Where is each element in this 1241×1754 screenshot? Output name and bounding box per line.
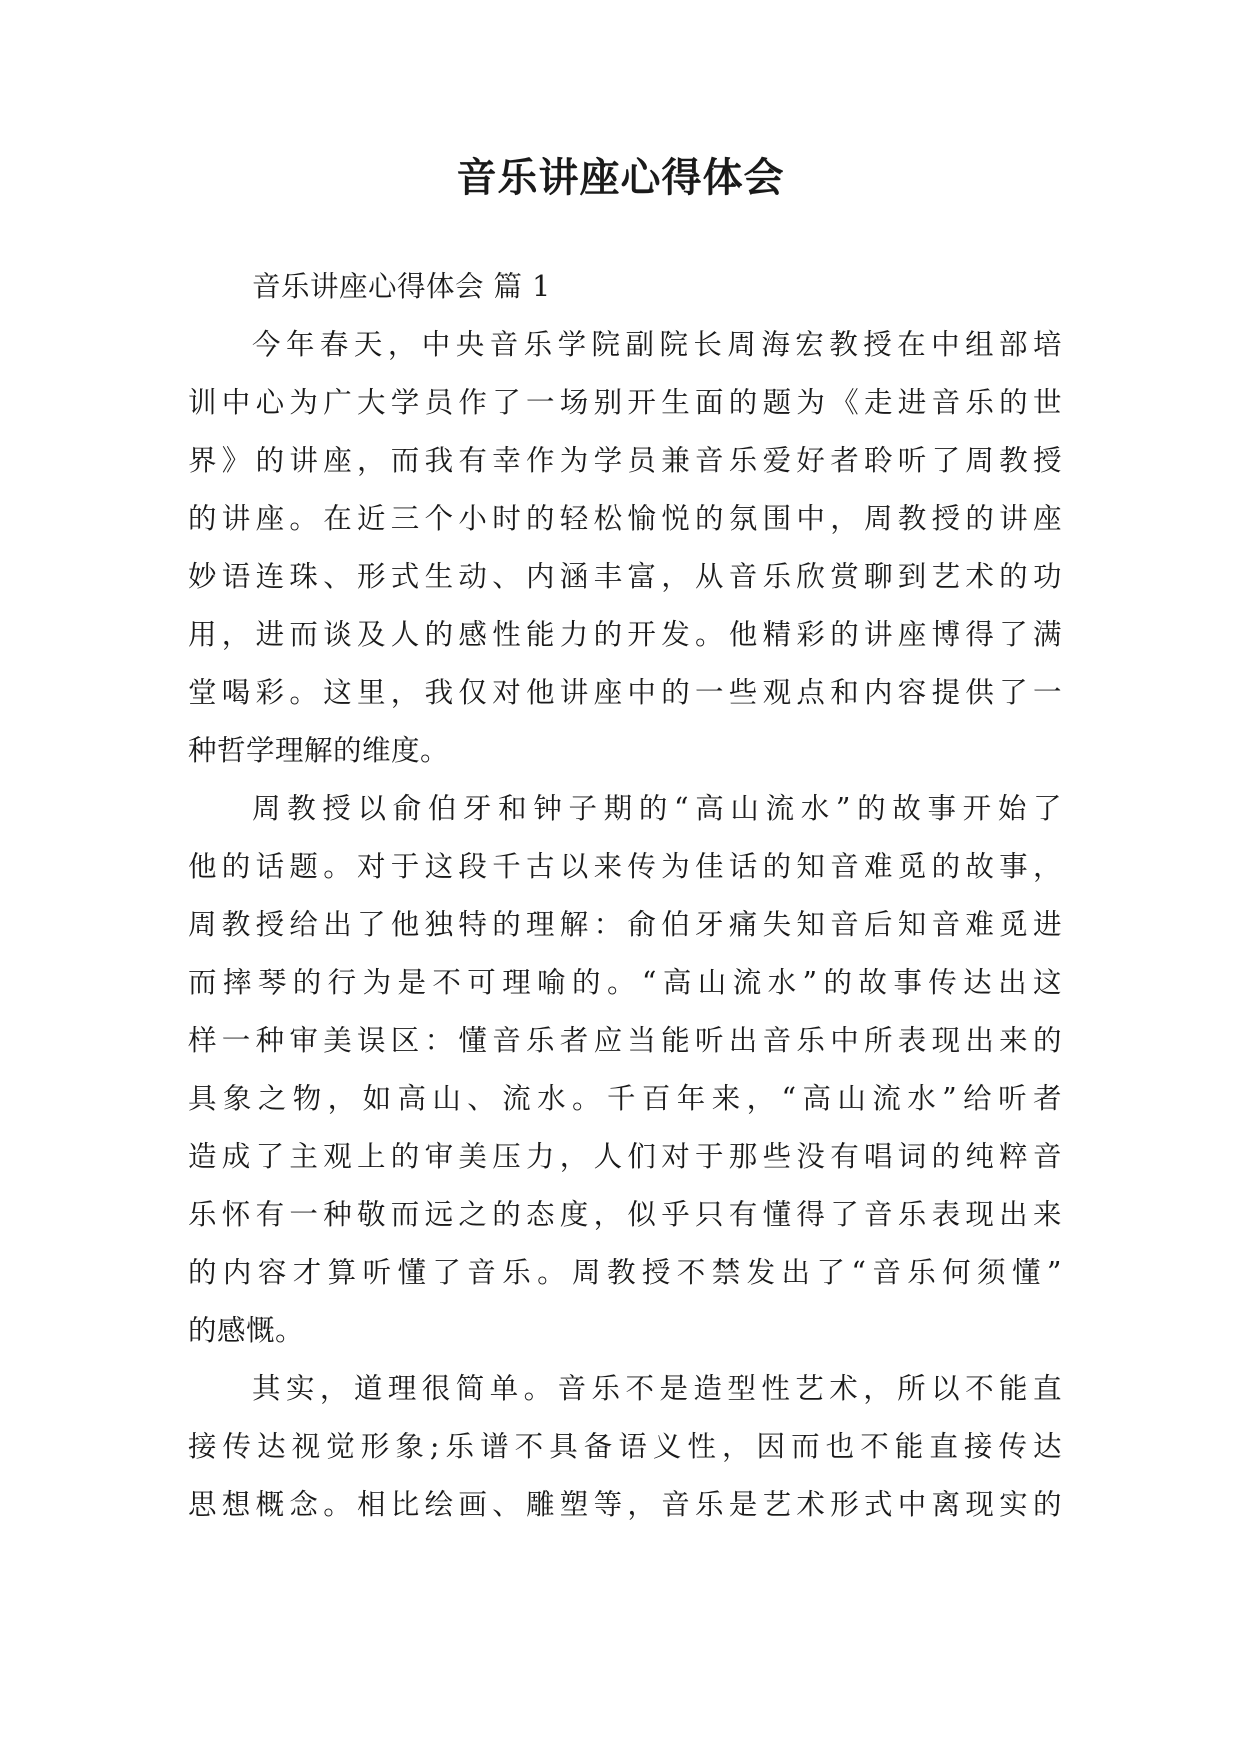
paragraph-line: 堂喝彩。这里，我仅对他讲座中的一些观点和内容提供了一	[188, 676, 1062, 709]
paragraph-line: 训中心为广大学员作了一场别开生面的题为《走进音乐的世	[188, 386, 1062, 419]
paragraph-line: 妙语连珠、形式生动、内涵丰富，从音乐欣赏聊到艺术的功	[188, 560, 1062, 593]
document-title: 音乐讲座心得体会	[456, 154, 785, 201]
paragraph-line: 他的话题。对于这段千古以来传为佳话的知音难觅的故事，	[188, 850, 1062, 883]
paragraph-line: 种哲学理解的维度。	[188, 734, 450, 767]
paragraph-line: 样一种审美误区：懂音乐者应当能听出音乐中所表现出来的	[188, 1024, 1062, 1057]
paragraph-2	[188, 780, 1062, 1360]
paragraph-line: 造成了主观上的审美压力，人们对于那些没有唱词的纯粹音	[188, 1140, 1062, 1173]
paragraph-line: 的内容才算听懂了音乐。周教授不禁发出了“音乐何须懂”	[188, 1256, 1062, 1289]
paragraph-line: 其实，道理很简单。音乐不是造型性艺术，所以不能直	[252, 1372, 1062, 1405]
paragraph-line: 用，进而谈及人的感性能力的开发。他精彩的讲座博得了满	[188, 618, 1062, 651]
paragraph-line: 接传达视觉形象;乐谱不具备语义性，因而也不能直接传达	[188, 1430, 1062, 1463]
paragraph-line: 界》的讲座，而我有幸作为学员兼音乐爱好者聆听了周教授	[188, 444, 1062, 477]
section-heading: 音乐讲座心得体会 篇 1	[252, 270, 551, 303]
paragraph-line: 周教授给出了他独特的理解：俞伯牙痛失知音后知音难觅进	[188, 908, 1062, 941]
document-body	[188, 258, 1062, 1534]
paragraph-line: 乐怀有一种敬而远之的态度，似乎只有懂得了音乐表现出来	[188, 1198, 1062, 1231]
paragraph-line: 思想概念。相比绘画、雕塑等，音乐是艺术形式中离现实的	[188, 1488, 1062, 1521]
paragraph-3	[188, 1360, 1062, 1534]
paragraph-line: 今年春天，中央音乐学院副院长周海宏教授在中组部培	[252, 328, 1062, 361]
paragraph-line: 周教授以俞伯牙和钟子期的“高山流水”的故事开始了	[252, 792, 1062, 825]
paragraph-line: 的讲座。在近三个小时的轻松愉悦的氛围中，周教授的讲座	[188, 502, 1062, 535]
paragraph-line: 的感慨。	[188, 1314, 305, 1347]
paragraph-line: 具象之物，如高山、流水。千百年来，“高山流水”给听者	[188, 1082, 1062, 1115]
paragraph-1	[188, 316, 1062, 780]
paragraph-line: 而摔琴的行为是不可理喻的。“高山流水”的故事传达出这	[188, 966, 1062, 999]
